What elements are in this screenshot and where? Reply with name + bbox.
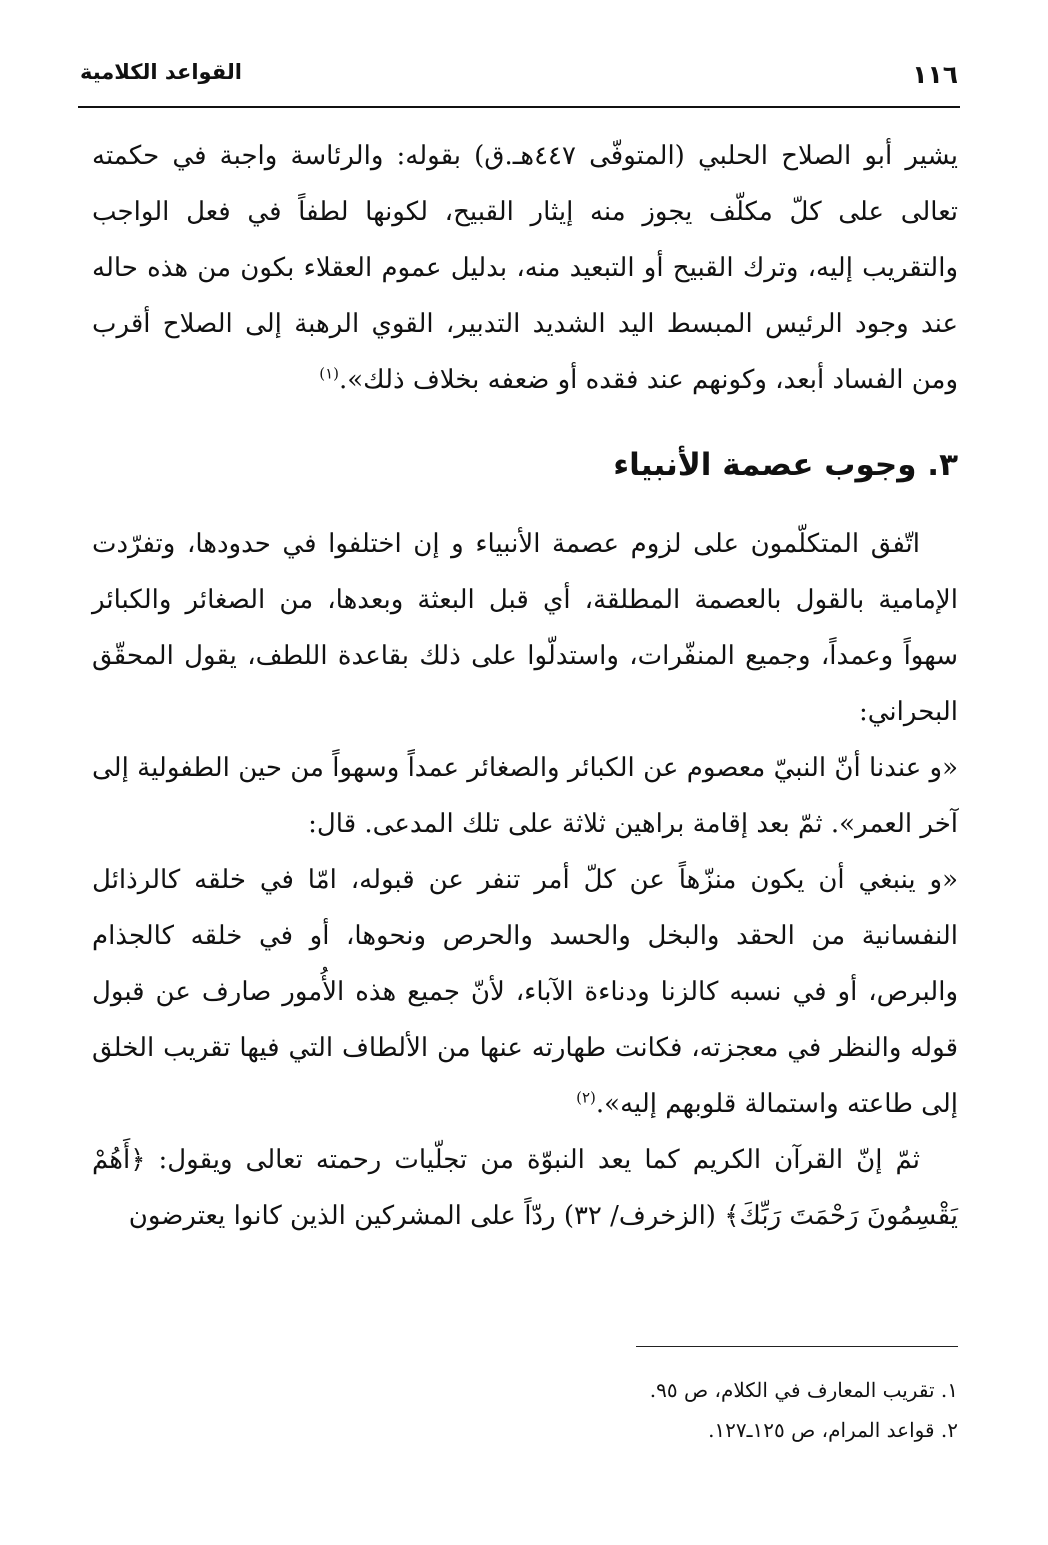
quote: «و عندنا أنّ النبيّ معصوم عن الكبائر والصغائر عمداً وسهواً من حين الطفولية إلى آخر العمر». ثمّ بعد إقامة براهين ثلاثة على تلك المدعى. قال: bbox=[92, 753, 958, 839]
header-divider bbox=[78, 106, 960, 108]
section-heading-text: ٣. وجوب عصمة الأنبياء bbox=[613, 447, 958, 483]
page-number: ١١٦ bbox=[912, 60, 958, 89]
quote bbox=[92, 852, 958, 1132]
quote-text: «و ينبغي أن يكون منزّهاً عن كلّ أمر تنفر عن قبوله، امّا في خلقه كالرذائل النفسانية من الحقد والبخل والحسد والحرص ونحوها، أو في خلقه كالجذام والبرص، أو في نسبه كالزنا ودناءة الآباء، لأنّ جميع هذه الأُمور صارف عن قبول قوله والنظر في معجزته، فكانت طهارته عنها من الألطاف التي فيها تقريب الخلق إلى طاعته واستمالة قلوبهم إليه». bbox=[92, 865, 958, 1119]
footnotes bbox=[258, 1370, 958, 1450]
footnote: ١. تقريب المعارف في الكلام، ص ٩٥. bbox=[649, 1378, 958, 1402]
paragraph-text: يشير أبو الصلاح الحلبي (المتوفّى ٤٤٧هـ.ق) بقوله: والرئاسة واجبة في حكمته تعالى على كلّ مكلّف يجوز منه إيثار القبيح، لكونها لطفاً في فعل الواجب والتقريب إليه، وترك القبيح أو التبعيد منه، بدليل عموم العقلاء بكون من هذه حاله عند وجود الرئيس المبسط اليد الشديد التدبير، القوي الرهبة إلى الصلاح أقرب ومن الفساد أبعد، وكونهم عند فقده أو ضعفه بخلاف ذلك». bbox=[92, 141, 959, 395]
section-heading bbox=[92, 436, 958, 494]
footnote: ٢. قواعد المرام، ص ١٢٥ـ١٢٧. bbox=[708, 1418, 958, 1442]
page-header bbox=[80, 58, 958, 102]
footnote-ref: (١) bbox=[319, 364, 339, 383]
main-text bbox=[92, 128, 958, 1244]
paragraph: ثمّ إنّ القرآن الكريم كما يعد النبوّة من تجلّيات رحمته تعالى ويقول: ﴿أَهُمْ يَقْسِمُونَ رَحْمَتَ رَبِّكَ﴾ (الزخرف/ ٣٢) ردّاً على المشركين الذين كانوا يعترضون bbox=[92, 1145, 958, 1231]
paragraph bbox=[92, 128, 958, 408]
footnote-divider bbox=[636, 1346, 958, 1347]
footnote-ref: (٢) bbox=[576, 1088, 596, 1107]
paragraph: اتّفق المتكلّمون على لزوم عصمة الأنبياء و إن اختلفوا في حدودها، وتفرّدت الإمامية بالقول بالعصمة المطلقة، أي قبل البعثة وبعدها، من الصغائر والكبائر سهواً وعمداً، وجميع المنفّرات، واستدلّوا على ذلك بقاعدة اللطف، يقول المحقّق البحراني: bbox=[92, 529, 958, 727]
running-title: القواعد الكلامية bbox=[80, 60, 242, 84]
